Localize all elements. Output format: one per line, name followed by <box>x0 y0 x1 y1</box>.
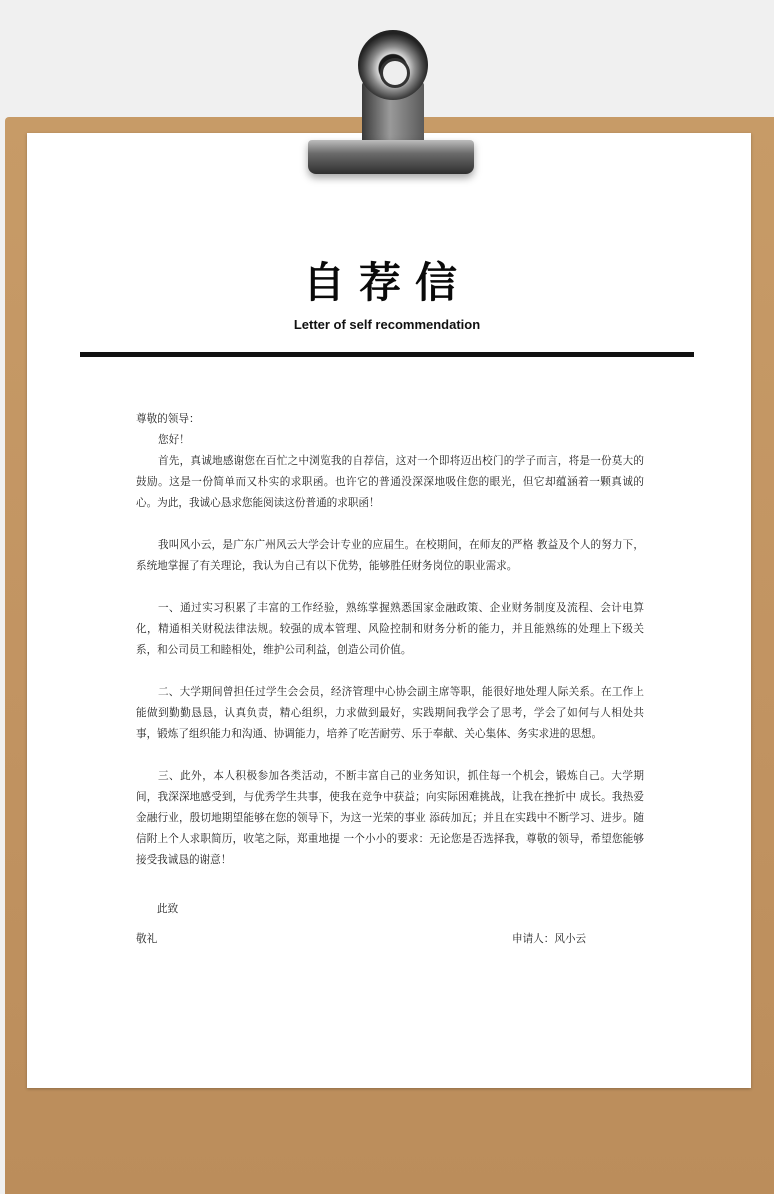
document-title: 自荐信 <box>302 258 471 307</box>
salutation: 尊敬的领导： <box>136 413 200 425</box>
greeting: 您好！ <box>158 434 190 446</box>
document-subtitle: Letter of self recommendation <box>293 317 481 332</box>
paragraph-1: 首先，真诚地感谢您在百忙之中浏览我的自荐信，这对一个即将迈出校门的学子而言，将是一份莫大的鼓励。这是一份简单而又朴实的求职函。也许它的普通没深深地吸住您的眼光，但它却蕴涵着一颗真诚的心。为此，我诚心恳求您能阅读这份普通的求职函！ <box>136 455 644 509</box>
title-divider <box>80 352 694 357</box>
binder-clip-icon <box>300 22 480 182</box>
signature: 申请人：风小云 <box>512 933 587 945</box>
paragraph-3: 一、通过实习积累了丰富的工作经验，熟练掌握熟悉国家金融政策、企业财务制度及流程、会计电算化，精通相关财税法律法规。较强的成本管理、风险控制和财务分析的能力，并且能熟练的处理上下级关系，和公司员工和睦相处，维护公司利益，创造公司价值。 <box>136 602 644 656</box>
paragraph-2: 我叫风小云，是广东广州风云大学会计专业的应届生。在校期间，在师友的严格 教益及个人的努力下，系统地掌握了有关理论，我认为自己有以下优势，能够胜任财务岗位的职业需求。 <box>136 539 644 572</box>
closing-row <box>136 931 656 946</box>
closing-phrase: 此致 <box>157 903 179 915</box>
letter-body <box>136 409 644 871</box>
clip-base <box>308 140 474 174</box>
regards: 敬礼 <box>136 933 158 945</box>
paragraph-4: 二、大学期间曾担任过学生会会员，经济管理中心协会副主席等职，能很好地处理人际关系。在工作上能做到勤勤恳恳，认真负责，精心组织，力求做到最好，实践期间我学会了思考，学会了如何与人相处共事，锻炼了组织能力和沟通、协调能力，培养了吃苦耐劳、乐于奉献、关心集体、务实求进的思想。 <box>136 686 644 740</box>
paragraph-5: 三、此外，本人积极参加各类活动，不断丰富自己的业务知识，抓住每一个机会，锻炼自己。大学期间，我深深地感受到，与优秀学生共事，使我在竞争中获益；向实际困难挑战，让我在挫折中 成长。我热爱金融行业，殷切地期望能够在您的领导下，为这一光荣的事业 添砖加瓦；并且在实践中不断学习、进步。随信附上个人求职简历，收笔之际，郑重地提 一个小小的要求：无论您是否选择我，尊敬的领导，希望您能够接受我诚恳的谢意！ <box>136 770 644 866</box>
clip-hole <box>380 58 410 88</box>
